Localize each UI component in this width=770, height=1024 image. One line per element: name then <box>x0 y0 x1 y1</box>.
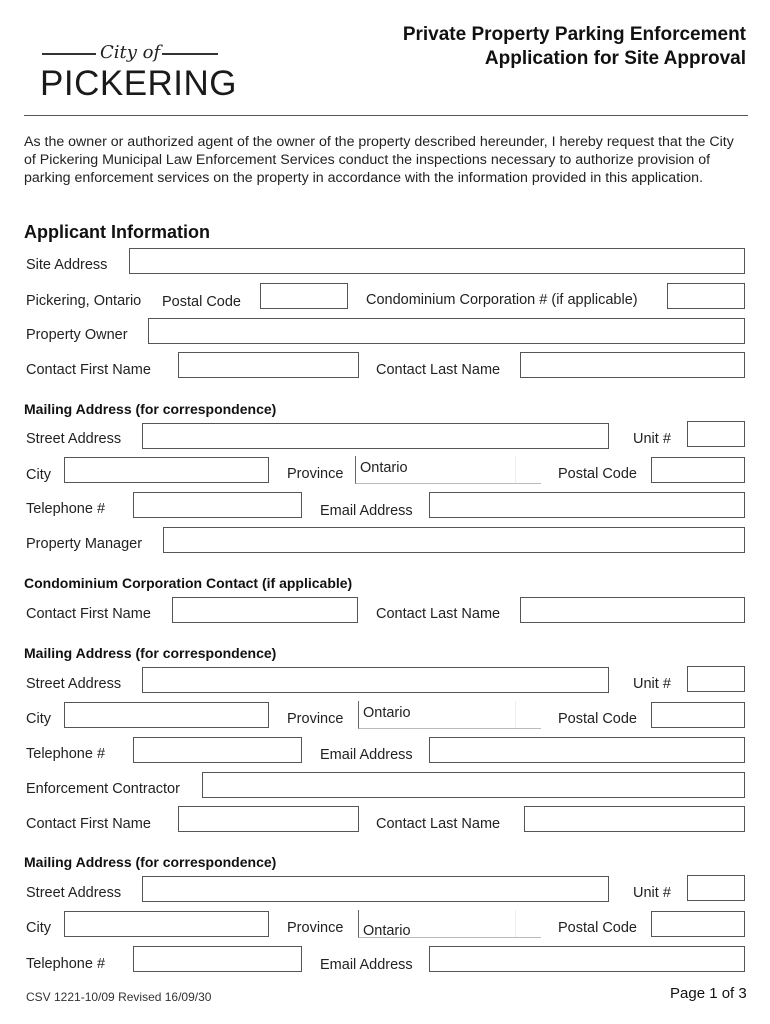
site-address-label: Site Address <box>26 257 108 273</box>
province-dropdown-arrow-2[interactable] <box>515 701 541 728</box>
telephone-label-2: Telephone # <box>26 746 106 762</box>
city-logo <box>40 40 238 104</box>
enforcement-contractor-label: Enforcement Contractor <box>26 781 180 797</box>
email-label-2: Email Address <box>320 747 413 763</box>
city-input-3[interactable] <box>64 911 269 937</box>
pickering-ontario-label: Pickering, Ontario <box>26 293 142 309</box>
page-number: Page 1 of 3 <box>670 985 747 1002</box>
mailing-address-heading-1: Mailing Address (for correspondence) <box>24 401 277 417</box>
postal-code-input-3[interactable] <box>651 911 745 937</box>
postal-code-label: Postal Code <box>162 294 241 310</box>
province-dropdown-arrow-1[interactable] <box>515 456 541 483</box>
province-label-1: Province <box>287 466 344 482</box>
city-input-1[interactable] <box>64 457 269 483</box>
contractor-contact-first-input[interactable] <box>178 806 359 832</box>
contractor-contact-first-label: Contact First Name <box>26 816 151 832</box>
province-select-3[interactable] <box>358 910 541 938</box>
property-owner-input[interactable] <box>148 318 745 344</box>
contact-last-name-label: Contact Last Name <box>376 362 501 378</box>
condo-contact-first-input[interactable] <box>172 597 358 623</box>
postal-code-input[interactable] <box>260 283 348 309</box>
province-value-3: Ontario <box>363 923 411 939</box>
telephone-label-3: Telephone # <box>26 956 106 972</box>
email-input-3[interactable] <box>429 946 745 972</box>
postal-code-input-1[interactable] <box>651 457 745 483</box>
form-title-line1: Private Property Parking Enforcement <box>402 24 746 45</box>
contractor-contact-last-label: Contact Last Name <box>376 816 501 832</box>
unit-label-1: Unit # <box>633 431 671 447</box>
condo-corp-label: Condominium Corporation # (if applicable) <box>366 292 638 308</box>
form-title-line2: Application for Site Approval <box>484 48 746 69</box>
property-manager-label: Property Manager <box>26 536 143 552</box>
street-address-input-3[interactable] <box>142 876 609 902</box>
postal-code-label-2: Postal Code <box>558 711 637 727</box>
condo-contact-first-label: Contact First Name <box>26 606 151 622</box>
province-value-2: Ontario <box>363 705 411 721</box>
unit-label-2: Unit # <box>633 676 671 692</box>
unit-input-3[interactable] <box>687 875 745 901</box>
condo-contact-last-input[interactable] <box>520 597 745 623</box>
province-label-3: Province <box>287 920 344 936</box>
postal-code-label-3: Postal Code <box>558 920 637 936</box>
logo-rule-left <box>42 53 96 55</box>
site-address-input[interactable] <box>129 248 745 274</box>
telephone-input-2[interactable] <box>133 737 302 763</box>
condo-contact-last-label: Contact Last Name <box>376 606 501 622</box>
telephone-label-1: Telephone # <box>26 501 106 517</box>
telephone-input-1[interactable] <box>133 492 302 518</box>
postal-code-label-1: Postal Code <box>558 466 637 482</box>
email-label-3: Email Address <box>320 957 413 973</box>
province-value-1: Ontario <box>360 460 408 476</box>
city-label-2: City <box>26 711 51 727</box>
unit-label-3: Unit # <box>633 885 671 901</box>
province-select-1[interactable] <box>355 456 541 484</box>
city-label-3: City <box>26 920 51 936</box>
contact-last-name-input[interactable] <box>520 352 745 378</box>
street-address-label-2: Street Address <box>26 676 122 692</box>
email-input-2[interactable] <box>429 737 745 763</box>
email-input-1[interactable] <box>429 492 745 518</box>
form-code: CSV 1221-10/09 Revised 16/09/30 <box>26 990 212 1004</box>
street-address-input-2[interactable] <box>142 667 609 693</box>
mailing-address-heading-3: Mailing Address (for correspondence) <box>24 854 277 870</box>
contact-first-name-input[interactable] <box>178 352 359 378</box>
property-manager-input[interactable] <box>163 527 745 553</box>
email-label-1: Email Address <box>320 503 413 519</box>
applicant-heading: Applicant Information <box>24 222 210 242</box>
unit-input-1[interactable] <box>687 421 745 447</box>
contact-first-name-label: Contact First Name <box>26 362 151 378</box>
city-label-1: City <box>26 467 51 483</box>
mailing-address-heading-2: Mailing Address (for correspondence) <box>24 645 277 661</box>
street-address-input-1[interactable] <box>142 423 609 449</box>
unit-input-2[interactable] <box>687 666 745 692</box>
enforcement-contractor-input[interactable] <box>202 772 745 798</box>
city-input-2[interactable] <box>64 702 269 728</box>
header-divider <box>24 115 748 116</box>
logo-city-of: City of <box>100 42 161 63</box>
condo-contact-heading: Condominium Corporation Contact (if applicable) <box>24 575 353 591</box>
province-dropdown-arrow-3[interactable] <box>515 910 541 937</box>
street-address-label-3: Street Address <box>26 885 122 901</box>
telephone-input-3[interactable] <box>133 946 302 972</box>
province-select-2[interactable] <box>358 701 541 729</box>
contractor-contact-last-input[interactable] <box>524 806 745 832</box>
street-address-label-1: Street Address <box>26 431 122 447</box>
logo-rule-right <box>162 53 218 55</box>
condo-corp-input[interactable] <box>667 283 745 309</box>
property-owner-label: Property Owner <box>26 327 128 343</box>
province-label-2: Province <box>287 711 344 727</box>
postal-code-input-2[interactable] <box>651 702 745 728</box>
intro-paragraph: As the owner or authorized agent of the owner of the property described hereunder, I hereby request that the City of Pickering Municipal Law Enforcement Services conduct the inspections necessary to authorize provision of parking enforcement services on the property in accordance with the information provided in this application. <box>24 134 734 187</box>
logo-pickering: PICKERING <box>40 64 238 103</box>
